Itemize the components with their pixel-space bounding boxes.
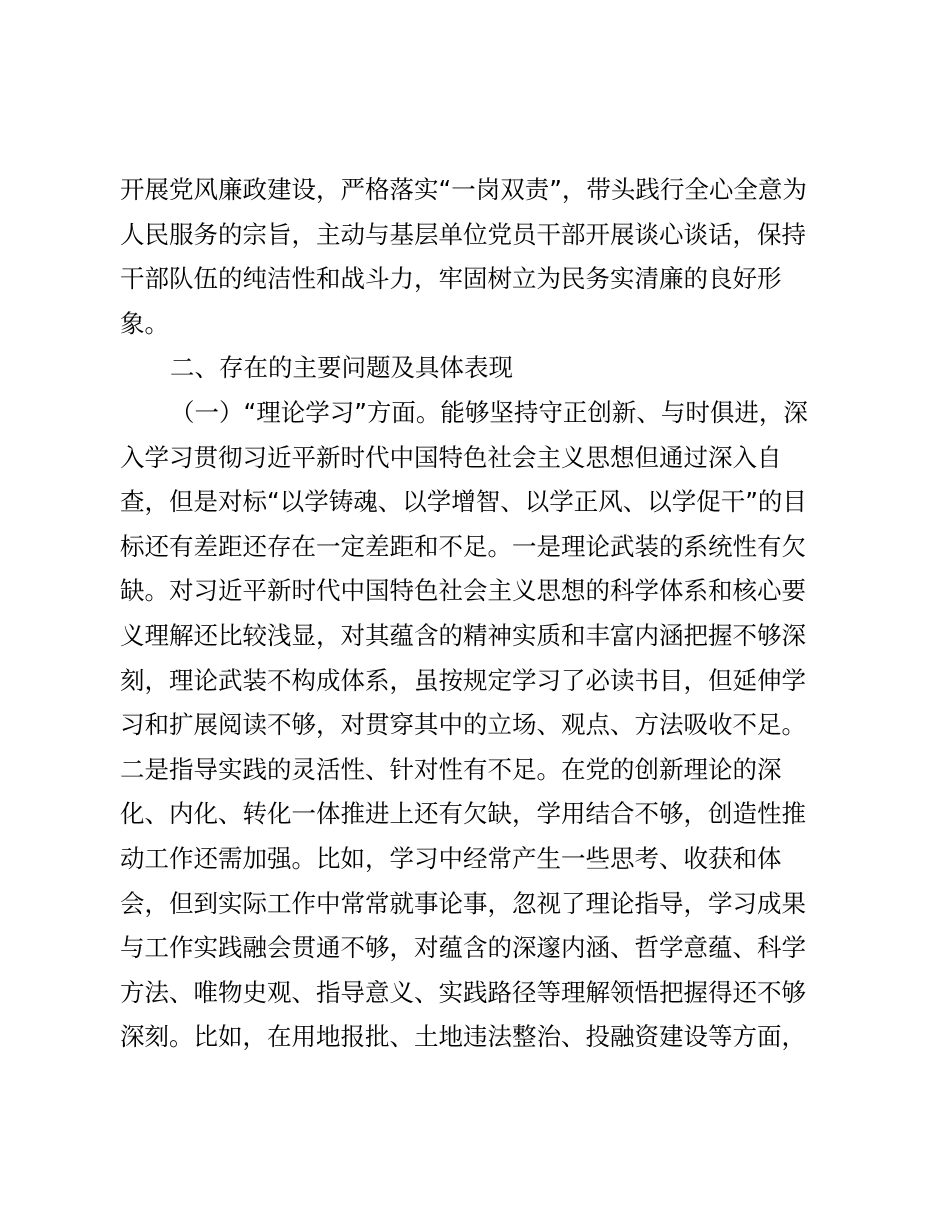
document-body [120, 168, 830, 1060]
subsection-heading-line: （一）“理论学习”方面。能够坚持守正创新、与时俱进，深 [170, 397, 808, 427]
text-line: 义理解还比较浅显，对其蕴含的精神实质和丰富内涵把握不够深 [120, 620, 806, 650]
text-line: 查，但是对标“以学铸魂、以学增智、以学正风、以学促干”的目 [120, 487, 807, 517]
section-heading: 二、存在的主要问题及具体表现 [170, 353, 513, 383]
text-line: 方法、唯物史观、指导意义、实践路径等理解领悟把握得还不够 [120, 977, 806, 1007]
text-line: 刻，理论武装不构成体系，虽按规定学习了必读书目，但延伸学 [120, 665, 806, 695]
text-line: 与工作实践融会贯通不够，对蕴含的深邃内涵、哲学意蕴、科学 [120, 933, 806, 963]
text-line: 化、内化、转化一体推进上还有欠缺，学用结合不够，创造性推 [120, 799, 806, 829]
text-line: 习和扩展阅读不够，对贯穿其中的立场、观点、方法吸收不足。 [120, 710, 806, 740]
text-line: 缺。对习近平新时代中国特色社会主义思想的科学体系和核心要 [120, 576, 806, 606]
text-line: 二是指导实践的灵活性、针对性有不足。在党的创新理论的深 [120, 754, 782, 784]
text-line: 开展党风廉政建设，严格落实“一岗双责”，带头践行全心全意为 [120, 175, 807, 204]
text-line: 入学习贯彻习近平新时代中国特色社会主义思想但通过深入自 [120, 442, 782, 472]
text-line: 动工作还需加强。比如，学习中经常产生一些思考、收获和体 [120, 843, 782, 873]
text-line: 深刻。比如，在用地报批、土地违法整治、投融资建设等方面， [120, 1022, 806, 1052]
text-line: 干部队伍的纯洁性和战斗力，牢固树立为民务实清廉的良好形 [120, 264, 782, 294]
text-line: 标还有差距还存在一定差距和不足。一是理论武装的系统性有欠 [120, 531, 806, 561]
text-line: 人民服务的宗旨，主动与基层单位党员干部开展谈心谈话，保持 [120, 219, 806, 249]
text-line: 象。 [120, 308, 169, 338]
text-line: 会，但到实际工作中常常就事论事，忽视了理论指导，学习成果 [120, 888, 806, 918]
